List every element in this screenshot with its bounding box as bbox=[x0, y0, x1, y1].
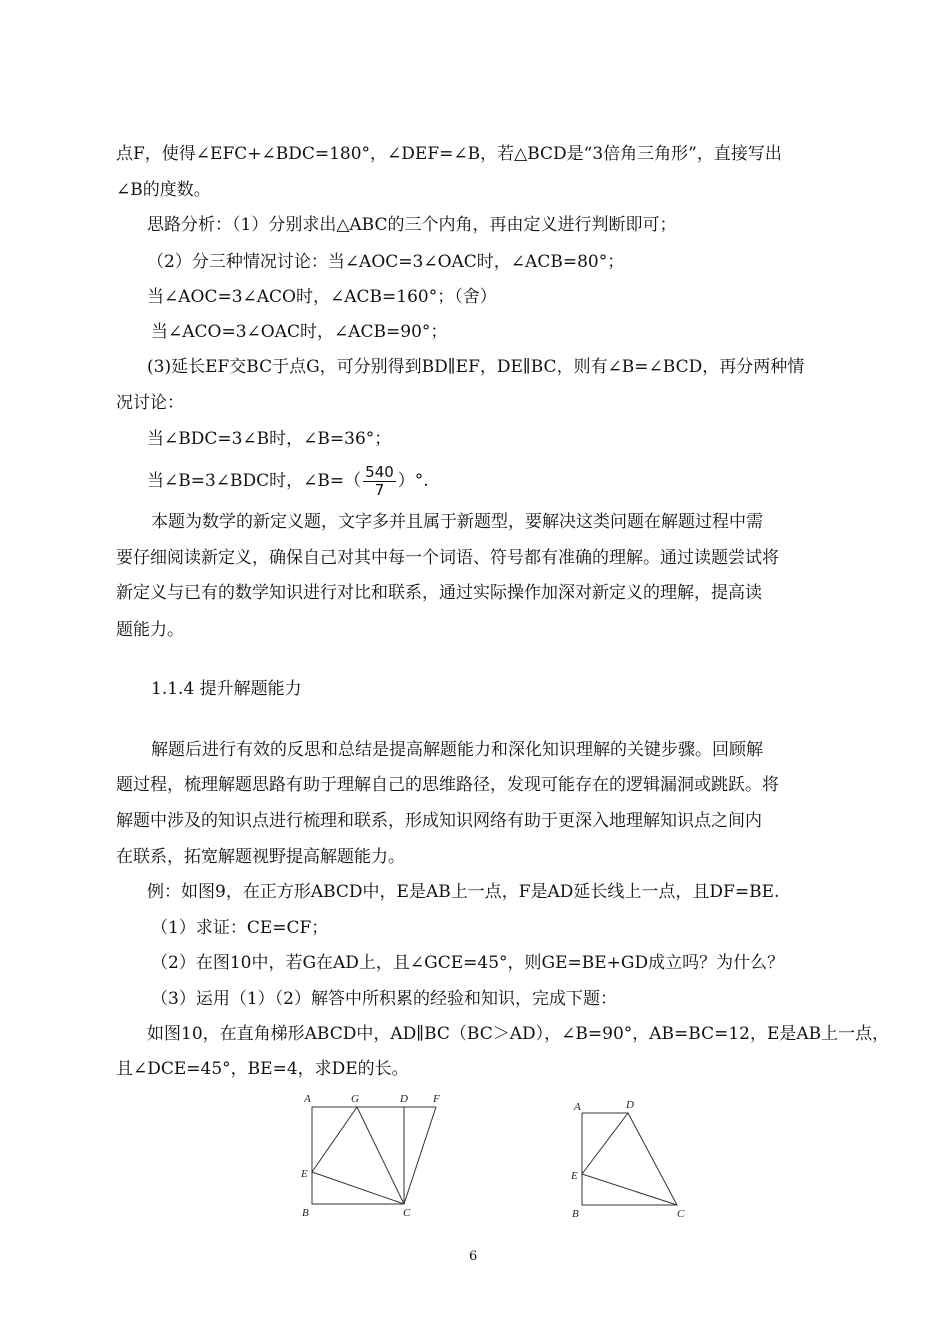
text-line: （1）求证：CE=CF； bbox=[151, 918, 329, 938]
page-number: 6 bbox=[469, 1249, 478, 1264]
text-line: 当∠ACO=3∠OAC时，∠ACB=90°； bbox=[151, 322, 448, 342]
text-line: （2）在图10中，若G在AD上，且∠GCE=45°，则GE=BE+GD成立吗？为什么？ bbox=[151, 953, 785, 973]
label-d: D bbox=[626, 1099, 634, 1111]
text-line: 思路分析：（1）分别求出△ABC的三个内角，再由定义进行判断即可； bbox=[147, 215, 677, 235]
segment-cf bbox=[404, 1107, 436, 1204]
text-line: 新定义与已有的数学知识进行对比和联系，通过实际操作加深对新定义的理解，提高读 bbox=[116, 583, 762, 603]
segment-gc bbox=[357, 1107, 404, 1204]
trapezoid-abcd bbox=[582, 1113, 677, 1205]
segment-ec bbox=[312, 1172, 404, 1204]
segment-eg bbox=[312, 1107, 357, 1172]
label-f: F bbox=[433, 1093, 440, 1105]
text-line: （3）运用（1）（2）解答中所积累的经验和知识，完成下题： bbox=[151, 989, 617, 1009]
segment-ed bbox=[582, 1113, 628, 1174]
figure-trapezoid-diagram bbox=[566, 1090, 696, 1225]
text-segment: 当∠B=3∠BDC时，∠B=（ bbox=[147, 471, 362, 491]
text-line: 题过程，梳理解题思路有助于理解自己的思维路径，发现可能存在的逻辑漏洞或跳跃。将 bbox=[116, 775, 779, 795]
text-line: 当∠BDC=3∠B时，∠B=36°； bbox=[147, 429, 392, 449]
fraction-denominator: 7 bbox=[374, 481, 385, 499]
text-line: （2）分三种情况讨论：当∠AOC=3∠OAC时，∠ACB=80°； bbox=[147, 252, 625, 272]
text-line: 且∠DCE=45°，BE=4，求DE的长。 bbox=[116, 1059, 409, 1079]
label-d: D bbox=[400, 1093, 408, 1105]
label-e: E bbox=[571, 1170, 578, 1182]
label-e: E bbox=[301, 1168, 308, 1180]
label-g: G bbox=[351, 1093, 359, 1105]
text-line: 解题中涉及的知识点进行梳理和联系，形成知识网络有助于更深入地理解知识点之间内 bbox=[116, 811, 762, 831]
text-line: 当∠AOC=3∠ACO时，∠ACB=160°；（舍） bbox=[147, 287, 497, 307]
text-line: 例：如图9，在正方形ABCD中，E是AB上一点，F是AD延长线上一点，且DF=BE. bbox=[147, 882, 780, 902]
text-line: ∠B的度数。 bbox=[116, 180, 211, 200]
text-line: 如图10，在直角梯形ABCD中，AD∥BC（BC＞AD），∠B=90°，AB=BC=12，E是AB上一点， bbox=[147, 1024, 890, 1044]
label-a: A bbox=[574, 1101, 581, 1113]
text-line: 解题后进行有效的反思和总结是提高解题能力和深化知识理解的关键步骤。回顾解 bbox=[151, 740, 763, 760]
text-line: 要仔细阅读新定义，确保自己对其中每一个词语、符号都有准确的理解。通过读题尝试将 bbox=[116, 548, 779, 568]
fraction bbox=[363, 464, 396, 499]
square-abcd bbox=[312, 1107, 404, 1204]
label-a: A bbox=[304, 1093, 311, 1105]
figure-square-diagram bbox=[296, 1088, 456, 1223]
text-line: 点F，使得∠EFC+∠BDC=180°，∠DEF=∠B，若△BCD是“3倍角三角形”，直接写出 bbox=[116, 144, 782, 164]
label-c: C bbox=[403, 1207, 411, 1219]
fraction-numerator: 540 bbox=[365, 463, 394, 481]
text-line: 况讨论： bbox=[116, 393, 184, 413]
text-segment: ）°. bbox=[397, 471, 429, 491]
label-b: B bbox=[302, 1207, 309, 1219]
text-line: (3)延长EF交BC于点G，可分别得到BD∥EF，DE∥BC，则有∠B=∠BCD，再分两种情 bbox=[147, 357, 805, 377]
section-heading: 1.1.4 提升解题能力 bbox=[151, 679, 302, 699]
text-line: 题能力。 bbox=[116, 620, 184, 640]
text-line: 本题为数学的新定义题，文字多并且属于新题型，要解决这类问题在解题过程中需 bbox=[151, 512, 763, 532]
label-c: C bbox=[677, 1208, 685, 1220]
label-b: B bbox=[572, 1208, 579, 1220]
text-line: 在联系，拓宽解题视野提高解题能力。 bbox=[116, 847, 405, 867]
fraction-line bbox=[147, 461, 429, 501]
